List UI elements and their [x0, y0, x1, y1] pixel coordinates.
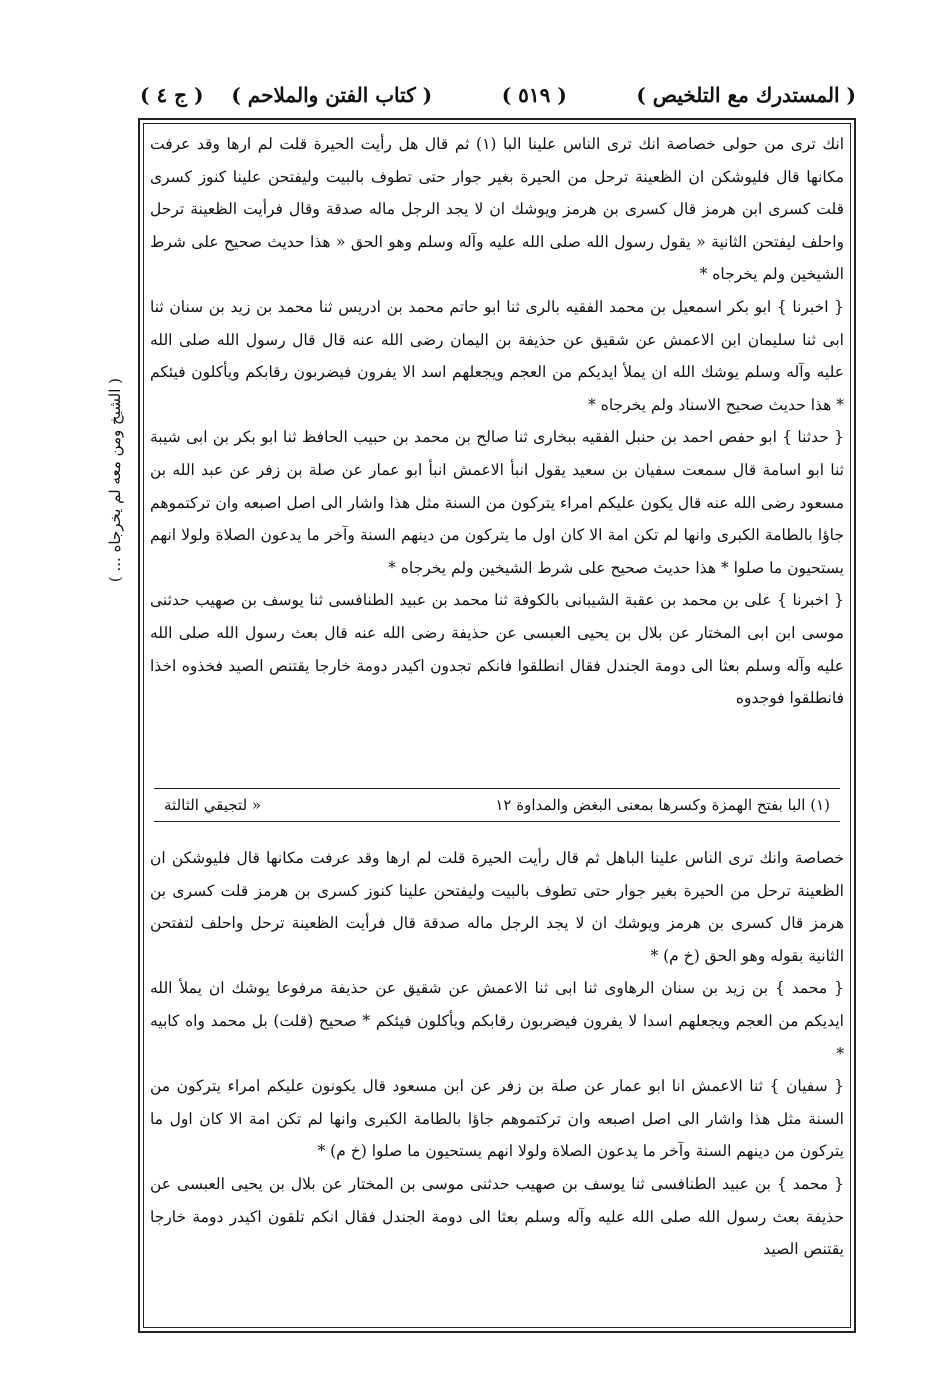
- margin-note-text: ( الشيخ ومن معه لم يخرجاه ... ): [106, 377, 124, 583]
- talkhis-paragraph-1: خصاصة وانك ترى الناس علينا الباهل ثم قال رأيت الحيرة قلت لم ارها وقد عرفت مكانها قال فليوشكن ان الظعينة ترحل من الحيرة بغير جوار حتى تطوف بالبيت وليفتحن علينا كنوز كسرى بن هرمز قلت كسرى بن هرمز قال كسرى بن هرمز ويوشك ان لا يجد الرجل ماله صدقة قال فرأيت الظعينة ترحل واحلف لتفتحن الثانية بقوله وهو الحق (خ م) *: [150, 849, 844, 965]
- talkhis-text: [150, 842, 844, 1266]
- talkhis-paragraph-2: { محمد } بن زيد بن سنان الرهاوى ثنا ابى ثنا الاعمش عن شقيق عن حذيفة مرفوعا يوشك ان يملأ الله ايديكم من العجم ويجعلهم اسدا لا يفرون فيضربون رقابكم ويأكلون فيئكم * صحيح (قلت) بل محمد واه كابيه *: [150, 979, 844, 1063]
- main-paragraph-4: { اخبرنا } على بن محمد بن عقبة الشيبانى بالكوفة ثنا محمد بن عبيد الطنافسى ثنا يوسف بن صهيب حدثنى موسى ابن ابى المختار عن بلال بن يحيى العبسى عن حذيفة رضى الله عنه قال بعث رسول الله صلى الله عليه وآله وسلم بعثا الى دومة الجندل فقال انطلقوا فانكم تجدون اكيدر دومة خارجا يقتنص الصيد فخذوه اخذا فانطلقوا فوجدوه: [150, 591, 844, 708]
- margin-note: [92, 345, 138, 615]
- page-frame: [138, 118, 856, 1333]
- main-text: [150, 128, 844, 715]
- footnote-credit: « لتجيقي الثالثة: [164, 796, 262, 814]
- talkhis-paragraph-3: { سفيان } ثنا الاعمش انا ابو عمار عن صلة بن زفر عن ابن مسعود قال يكونون عليكم امراء يتركون من السنة مثل هذا واشار الى اصل اصبعه وان تركتموهم جاؤا بالطامة الكبرى وانها لم تكن امة الا كان اول ما يتركون من دينهم السنة وآخر ما يدعون الصلاة ولولا انهم يستحيون ما صلوا (خ م) *: [150, 1077, 844, 1161]
- main-paragraph-2: { اخبرنا } ابو بكر اسمعيل بن محمد الفقيه بالرى ثنا ابو حاتم محمد بن ادريس ثنا محمد بن زيد بن سنان ثنا ابى ثنا سليمان ابن الاعمش عن شقيق عن حذيفة بن اليمان رضى الله عنه قال قال رسول الله صلى الله عليه وآله وسلم يوشك الله ان يملأ ايديكم من العجم ويجعلهم اسد الا يفرون فيضربون رقابكم ويأكلون فيئكم * هذا حديث صحيح الاسناد ولم يخرجاه *: [150, 297, 844, 414]
- page-header: [140, 78, 856, 112]
- book-title: ( كتاب الفتن والملاحم ): [231, 83, 433, 107]
- volume-number: ( ج ٤ ): [140, 83, 204, 107]
- running-title-right: ( المستدرك مع التلخيص ): [636, 83, 856, 107]
- page-number: ( ٥١٩ ): [501, 83, 567, 107]
- main-paragraph-3: { حدثنا } ابو حفص احمد بن حنبل الفقيه ببخارى ثنا صالح بن محمد بن حبيب الحافظ ثنا ابو بكر بن ابى شيبة ثنا ابو اسامة قال سمعت سفيان بن سعيد يقول انبأ الاعمش انبأ ابو عمار عن صلة بن زفر عن عبد الله بن مسعود رضى الله عنه قال يكون عليكم امراء يتركون من السنة مثل هذا واشار الى اصل اصبعه وان تركتموهم جاؤا بالطامة الكبرى وانها لم تكن امة الا كان اول ما يتركون من دينهم السنة وآخر ما يدعون الصلاة ولولا انهم يستحيون ما صلوا * هذا حديث صحيح على شرط الشيخين ولم يخرجاه *: [150, 428, 844, 577]
- footnote-text: (١) البا بفتح الهمزة وكسرها بمعنى البغض والمداوة ١٢: [495, 796, 830, 814]
- footnote-bar: [154, 788, 840, 822]
- talkhis-paragraph-4: { محمد } بن عبيد الطنافسى ثنا يوسف بن صهيب حدثنى موسى بن المختار عن بلال بن يحيى العبسى عن حذيفة بعث رسول الله صلى الله عليه وآله وسلم بعثا الى دومة الجندل فقال انكم تلقون اكيدر دومة خارجا يقتنص الصيد: [150, 1174, 844, 1259]
- main-paragraph-1: انك ترى من حولى خصاصة انك ترى الناس علينا البا (١) ثم قال هل رأيت الحيرة قلت لم ارها وقد عرفت مكانها قال فليوشكن ان الظعينة ترحل من الحيرة بغير جوار حتى تطوف بالبيت وليفتحن علينا كنوز كسرى قلت كسرى ابن هرمز قال كسرى بن هرمز ويوشك ان لا يجد الرجل ماله صدقة وقال فرأيت الظعينة ترحل واحلف ليفتحن الثانية « يقول رسول الله صلى الله عليه وآله وسلم وهو الحق « هذا حديث صحيح على شرط الشيخين ولم يخرجاه *: [150, 135, 844, 284]
- running-title-left: [140, 83, 432, 107]
